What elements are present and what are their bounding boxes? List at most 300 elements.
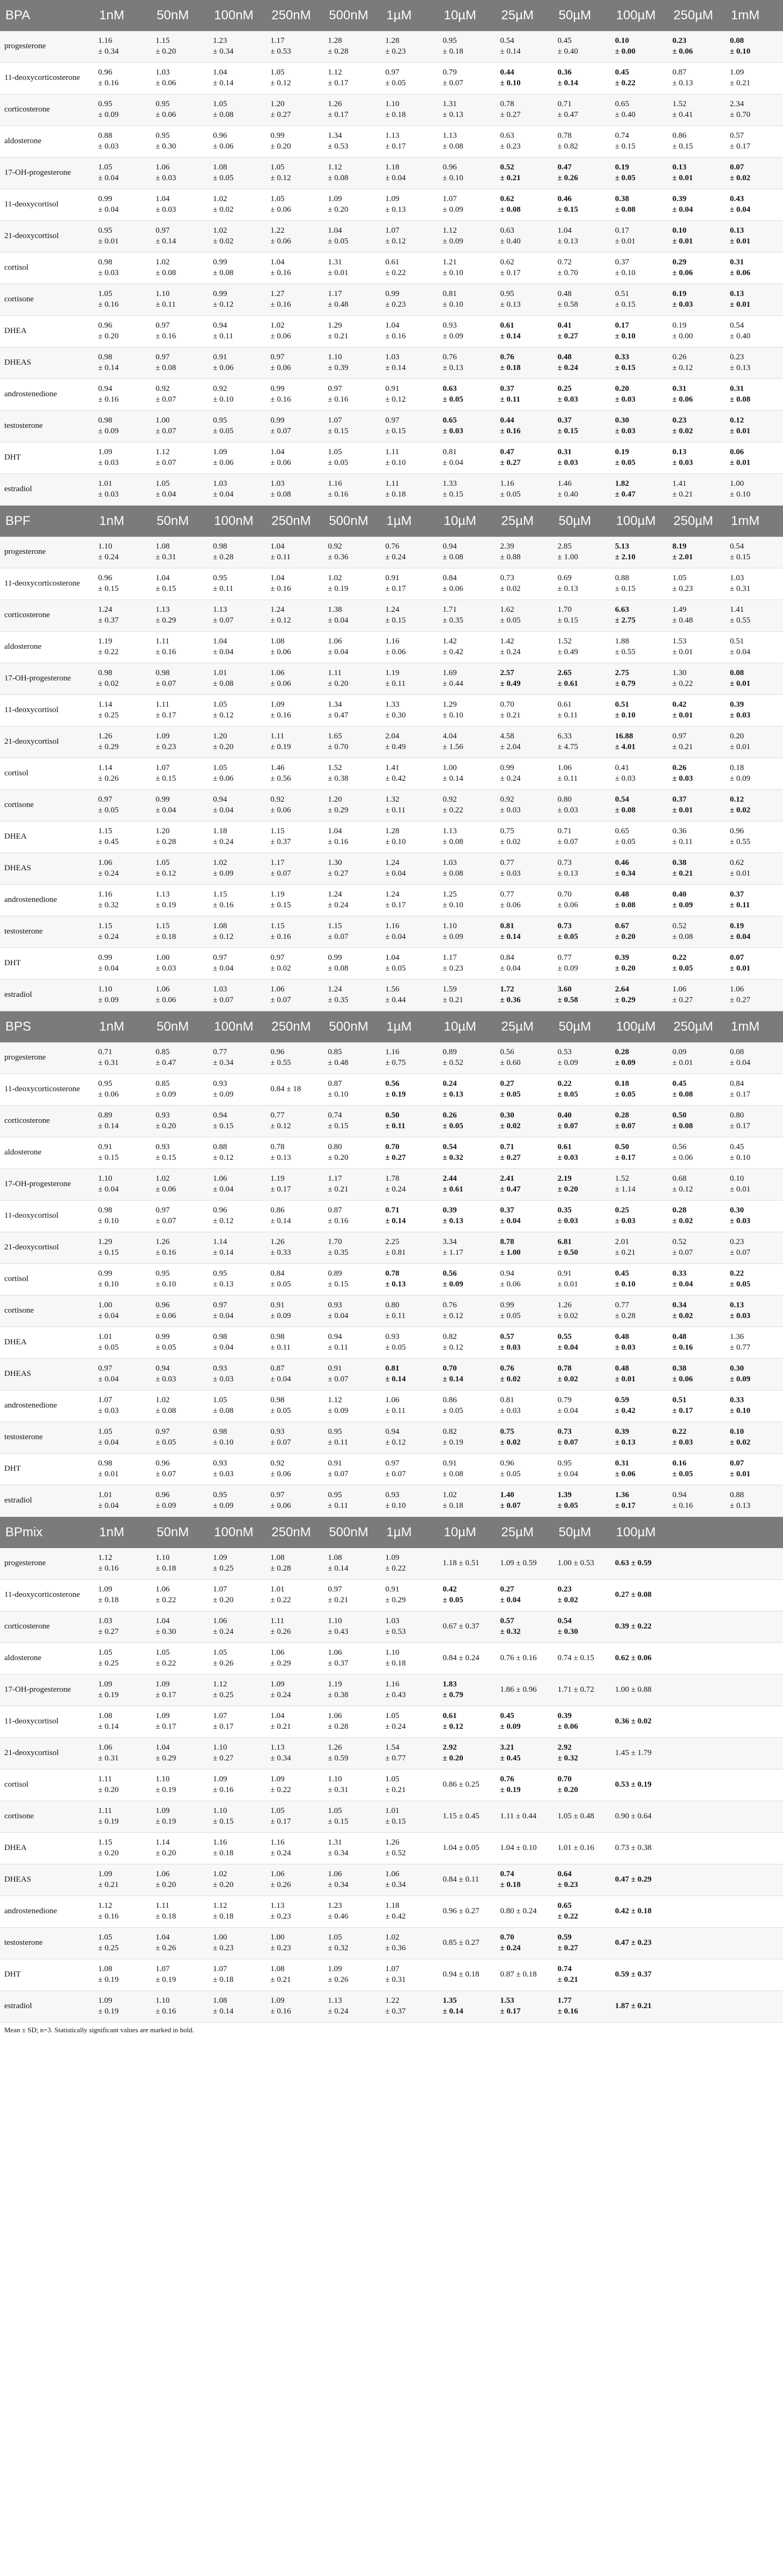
sd-value: ± 0.24 — [98, 869, 119, 878]
mean-value: 0.51 — [615, 700, 629, 709]
mean-value: 0.84 — [442, 574, 457, 583]
mean-value: 0.93 — [442, 321, 457, 330]
sd-value: ± 0.09 — [213, 869, 234, 878]
sd-value: ± 0.14 — [385, 364, 406, 372]
mean-value: 0.97 — [156, 1206, 170, 1215]
mean-value: 0.76 — [500, 1775, 514, 1784]
column-header: 1nM — [94, 0, 151, 31]
sd-value: ± 0.10 — [729, 47, 751, 56]
value-cell — [209, 1485, 266, 1517]
mean-value: 1.29 — [442, 700, 457, 709]
mean-value: 0.93 — [213, 1364, 227, 1373]
sd-value: ± 0.17 — [500, 269, 521, 277]
mean-value: 0.77 — [500, 858, 514, 868]
value-cell — [266, 379, 323, 411]
mean-value: 1.05 — [98, 1933, 113, 1942]
sd-value: ± 0.48 — [672, 616, 693, 625]
sd-value: ± 0.16 — [213, 1786, 234, 1794]
sd-value: ± 0.16 — [270, 711, 291, 720]
mean-value: 0.17 — [615, 321, 629, 330]
sd-value: ± 0.06 — [213, 458, 234, 467]
table-row — [0, 1106, 783, 1137]
mean-value: 1.06 — [270, 669, 285, 678]
value-cell — [94, 411, 151, 442]
value-cell — [209, 189, 266, 221]
mean-value: 0.92 — [500, 795, 514, 804]
mean-value: 2.92 — [442, 1743, 457, 1752]
value-cell — [726, 1327, 783, 1359]
mean-value: 0.95 — [328, 1427, 342, 1437]
mean-value: 1.20 — [213, 732, 227, 741]
value-cell — [209, 853, 266, 885]
value-cell — [209, 1106, 266, 1137]
value-cell — [151, 885, 209, 916]
sd-value: ± 0.34 — [328, 1881, 349, 1889]
mean-value: 1.09 — [213, 1775, 227, 1784]
sd-value: ± 0.00 — [672, 332, 693, 340]
section-label: BPF — [0, 506, 94, 537]
value-cell — [323, 1201, 381, 1232]
mean-value: 0.91 — [328, 1459, 342, 1468]
sd-value: ± 0.14 — [557, 79, 578, 87]
mean-value: 0.42 — [442, 1585, 457, 1594]
mean-value: 1.07 — [156, 1965, 170, 1974]
empty-cell — [726, 1738, 783, 1770]
mean-value: 3.34 — [442, 1238, 457, 1247]
value-cell — [151, 474, 209, 506]
sd-value: ± 0.19 — [270, 743, 291, 751]
mean-value: 0.84 — [500, 953, 514, 963]
mean-value: 1.10 — [98, 1174, 113, 1183]
mean-value: 0.95 — [500, 290, 514, 299]
value-cell — [266, 474, 323, 506]
mean-value: 1.24 — [98, 605, 113, 615]
sd-value: ± 0.24 — [270, 1691, 291, 1699]
sd-value: ± 0.19 — [98, 1817, 119, 1826]
steroid-name: 11-deoxycortisol — [0, 695, 94, 727]
value-cell — [323, 1232, 381, 1264]
mean-value: 1.21 — [442, 258, 457, 267]
mean-value: 0.30 — [729, 1206, 744, 1215]
sd-value: ± 0.05 — [270, 1280, 291, 1289]
sd-value: ± 0.07 — [270, 996, 291, 1004]
value-cell — [611, 1928, 668, 1959]
value-cell — [438, 347, 496, 379]
sd-value: ± 0.21 — [500, 174, 521, 182]
value-cell — [668, 727, 726, 758]
sd-value: ± 0.32 — [442, 1153, 463, 1162]
sd-value: ± 0.20 — [328, 679, 349, 688]
value-cell — [323, 1706, 381, 1738]
empty-cell — [668, 1864, 726, 1896]
steroid-name: DHT — [0, 1454, 94, 1485]
mean-value: 1.26 — [98, 732, 113, 741]
value-cell — [323, 632, 381, 663]
value-cell — [553, 1454, 611, 1485]
steroid-name: androstenedione — [0, 1896, 94, 1928]
value-cell — [553, 821, 611, 853]
value-cell — [668, 316, 726, 347]
value-cell — [94, 758, 151, 790]
value-cell — [611, 31, 668, 63]
value-cell — [611, 411, 668, 442]
value-cell — [611, 1359, 668, 1390]
mean-value: 0.44 — [500, 416, 514, 425]
sd-value: ± 0.53 — [270, 47, 291, 56]
mean-value: 0.23 — [729, 353, 744, 362]
sd-value: ± 0.15 — [557, 427, 578, 435]
mean-value: 0.94 — [213, 321, 227, 330]
sd-value: ± 0.05 — [442, 1596, 463, 1604]
value-cell — [151, 1801, 209, 1833]
value-cell — [94, 1232, 151, 1264]
sd-value: ± 0.25 — [98, 711, 119, 720]
value-cell — [611, 1643, 668, 1675]
sd-value: ± 0.28 — [328, 47, 349, 56]
mean-value: 1.08 — [270, 1965, 285, 1974]
sd-value: ± 0.10 — [98, 1217, 119, 1225]
mean-value: 0.95 — [213, 574, 227, 583]
value-cell — [266, 1959, 323, 1991]
sd-value: ± 0.20 — [98, 1786, 119, 1794]
value-cell — [381, 63, 438, 94]
mean-value: 0.79 — [442, 68, 457, 77]
empty-cell — [668, 1833, 726, 1864]
column-header: 25µM — [496, 506, 553, 537]
mean-value: 0.97 — [270, 1491, 285, 1500]
sd-value: ± 0.23 — [672, 584, 693, 593]
sd-value: ± 0.04 — [213, 490, 234, 499]
sd-value: ± 0.27 — [500, 1153, 521, 1162]
sd-value: ± 0.22 — [156, 1659, 176, 1668]
value-cell — [553, 1548, 611, 1580]
table-row — [0, 1042, 783, 1074]
table-row — [0, 853, 783, 885]
sd-value: ± 0.27 — [557, 332, 578, 340]
mean-value: 1.20 — [328, 795, 342, 804]
value-cell — [438, 411, 496, 442]
sd-value: ± 0.22 — [98, 648, 119, 656]
value-cell — [381, 316, 438, 347]
mean-value: 1.24 — [270, 605, 285, 615]
value-cell — [496, 1896, 553, 1928]
table-row — [0, 632, 783, 663]
sd-value: ± 0.48 — [328, 1058, 349, 1067]
mean-value: 0.52 — [672, 922, 687, 931]
value-cell — [381, 158, 438, 189]
steroid-name: 21-deoxycortisol — [0, 1232, 94, 1264]
mean-value: 0.22 — [729, 1269, 744, 1278]
mean-value: 1.01 — [98, 1333, 113, 1342]
sd-value: ± 0.10 — [442, 711, 463, 720]
sd-value: ± 0.03 — [98, 142, 119, 151]
value-cell — [611, 442, 668, 474]
mean-value: 1.02 — [156, 1396, 170, 1405]
value-cell — [553, 1675, 611, 1706]
sd-value: ± 0.34 — [98, 47, 119, 56]
mean-value: 0.99 — [156, 795, 170, 804]
sd-value: ± 0.42 — [385, 1912, 406, 1921]
value-cell — [381, 1169, 438, 1201]
mean-value: 1.01 — [213, 669, 227, 678]
sd-value: ± 0.13 — [672, 79, 693, 87]
mean-value: 0.96 — [156, 1301, 170, 1310]
mean-value: 1.16 — [328, 479, 342, 488]
mean-value: 0.89 — [328, 1269, 342, 1278]
mean-value: 1.03 — [213, 985, 227, 994]
value-cell — [611, 1264, 668, 1296]
mean-value: 0.78 — [557, 131, 572, 140]
value-cell — [266, 411, 323, 442]
mean-value: 0.76 — [385, 542, 400, 551]
mean-value: 0.19 — [615, 448, 629, 457]
mean-value: 1.07 — [213, 1965, 227, 1974]
sd-value: ± 0.04 — [98, 1185, 119, 1194]
sd-value: ± 0.31 — [328, 1786, 349, 1794]
mean-value: 0.48 — [615, 1364, 629, 1373]
sd-value: ± 0.34 — [385, 1881, 406, 1889]
value-cell — [94, 442, 151, 474]
value-cell — [726, 663, 783, 695]
mean-value: 0.13 — [672, 163, 687, 172]
sd-value: ± 0.16 — [156, 1248, 176, 1257]
sd-value: ± 0.05 — [500, 616, 521, 625]
value-cell — [151, 600, 209, 632]
value-cell — [611, 758, 668, 790]
sd-value: ± 0.21 — [98, 1881, 119, 1889]
sd-value: ± 0.03 — [729, 1312, 751, 1320]
mean-value: 0.94 — [442, 542, 457, 551]
sd-value: ± 0.12 — [385, 395, 406, 404]
sd-value: ± 0.13 — [442, 110, 463, 119]
value-cell — [151, 632, 209, 663]
sd-value: ± 0.21 — [328, 1185, 349, 1194]
sd-value: ± 0.02 — [557, 1375, 578, 1383]
value-cell — [381, 189, 438, 221]
mean-value: 1.09 — [270, 1996, 285, 2005]
value-cell — [323, 31, 381, 63]
sd-value: ± 0.04 — [729, 648, 751, 656]
value-cell — [381, 221, 438, 253]
mean-value: 1.27 — [270, 290, 285, 299]
sd-value: ± 0.09 — [270, 1312, 291, 1320]
sd-value: ± 0.00 — [615, 47, 636, 56]
mean-value: 0.26 — [442, 1111, 457, 1120]
mean-value: 0.91 — [557, 1269, 572, 1278]
sd-value: ± 0.03 — [213, 1470, 234, 1478]
value-cell — [668, 253, 726, 284]
sd-value: ± 0.17 — [270, 1817, 291, 1826]
sd-value: ± 0.20 — [213, 1596, 234, 1604]
mean-value: 0.93 — [213, 1459, 227, 1468]
sd-value: ± 0.19 — [328, 584, 349, 593]
column-header: 500nM — [323, 1517, 381, 1549]
value-cell — [438, 1106, 496, 1137]
sd-value: ± 0.03 — [672, 300, 693, 309]
value-cell — [323, 1074, 381, 1106]
sd-value: ± 0.05 — [615, 1090, 636, 1099]
sd-value: ± 0.15 — [615, 584, 636, 593]
mean-value: 1.08 — [98, 1965, 113, 1974]
sd-value: ± 0.05 — [442, 1122, 463, 1130]
mean-value: 0.86 ± 0.25 — [442, 1780, 479, 1789]
value-cell — [266, 1770, 323, 1801]
value-cell — [151, 1106, 209, 1137]
sd-value: ± 0.04 — [98, 964, 119, 973]
value-cell — [266, 568, 323, 600]
sd-value: ± 0.88 — [500, 553, 521, 561]
mean-value: 1.09 — [98, 1680, 113, 1689]
value-cell — [438, 1359, 496, 1390]
mean-value: 0.93 — [156, 1143, 170, 1152]
sd-value: ± 0.10 — [729, 1153, 751, 1162]
value-cell — [266, 1833, 323, 1864]
sd-value: ± 0.06 — [270, 806, 291, 815]
mean-value: 1.08 — [98, 1712, 113, 1721]
sd-value: ± 0.27 — [385, 1153, 406, 1162]
mean-value: 0.22 — [672, 1427, 687, 1437]
column-header: 1µM — [381, 1011, 438, 1043]
value-cell — [496, 442, 553, 474]
value-cell — [381, 1485, 438, 1517]
mean-value: 1.13 — [385, 131, 400, 140]
table-row — [0, 1896, 783, 1928]
sd-value: ± 0.47 — [557, 110, 578, 119]
value-cell — [323, 821, 381, 853]
value-cell — [611, 853, 668, 885]
sd-value: ± 0.04 — [98, 1312, 119, 1320]
mean-value: 0.85 — [328, 1048, 342, 1057]
mean-value: 1.15 — [270, 827, 285, 836]
sd-value: ± 0.07 — [328, 1470, 349, 1478]
table-row — [0, 1928, 783, 1959]
mean-value: 0.69 — [557, 574, 572, 583]
sd-value: ± 0.30 — [385, 711, 406, 720]
mean-value: 1.09 — [156, 732, 170, 741]
mean-value: 0.39 — [557, 1712, 572, 1721]
value-cell — [726, 1454, 783, 1485]
value-cell — [381, 1232, 438, 1264]
steroid-name: progesterone — [0, 537, 94, 568]
value-cell — [611, 1042, 668, 1074]
mean-value: 2.44 — [442, 1174, 457, 1183]
value-cell — [438, 1896, 496, 1928]
sd-value: ± 0.14 — [442, 774, 463, 783]
value-cell — [668, 1485, 726, 1517]
sd-value: ± 0.03 — [557, 806, 578, 815]
mean-value: 0.40 — [672, 890, 687, 899]
value-cell — [94, 474, 151, 506]
sd-value: ± 0.32 — [557, 1754, 578, 1763]
sd-value: ± 0.10 — [442, 901, 463, 909]
value-cell — [611, 1137, 668, 1169]
value-cell — [209, 1074, 266, 1106]
value-cell — [726, 1359, 783, 1390]
value-cell — [496, 568, 553, 600]
empty-cell — [726, 1770, 783, 1801]
mean-value: 1.26 — [385, 1838, 400, 1847]
table-row — [0, 189, 783, 221]
sd-value: ± 0.34 — [213, 47, 234, 56]
mean-value: 0.36 ± 0.02 — [615, 1717, 652, 1726]
mean-value: 1.15 — [156, 922, 170, 931]
mean-value: 1.19 — [270, 1174, 285, 1183]
sd-value: ± 2.10 — [615, 553, 636, 561]
mean-value: 0.76 — [500, 353, 514, 362]
sd-value: ± 0.15 — [156, 584, 176, 593]
steroid-name: testosterone — [0, 411, 94, 442]
column-header: 1mM — [726, 506, 783, 537]
value-cell — [668, 1232, 726, 1264]
mean-value: 1.28 — [385, 827, 400, 836]
mean-value: 1.17 — [270, 36, 285, 46]
value-cell — [151, 1454, 209, 1485]
value-cell — [94, 284, 151, 316]
value-cell — [209, 1232, 266, 1264]
sd-value: ± 0.02 — [557, 1312, 578, 1320]
value-cell — [553, 568, 611, 600]
value-cell — [438, 600, 496, 632]
sd-value: ± 1.00 — [557, 553, 578, 561]
mean-value: 0.78 — [270, 1143, 285, 1152]
sd-value: ± 0.18 — [442, 47, 463, 56]
mean-value: 0.91 — [385, 574, 400, 583]
sd-value: ± 0.07 — [328, 932, 349, 941]
sd-value: ± 0.13 — [729, 1501, 751, 1510]
value-cell — [496, 916, 553, 948]
mean-value: 0.16 — [672, 1459, 687, 1468]
value-cell — [668, 663, 726, 695]
sd-value: ± 0.07 — [270, 869, 291, 878]
sd-value: ± 0.10 — [615, 332, 636, 340]
mean-value: 0.45 — [672, 1079, 687, 1089]
sd-value: ± 0.07 — [328, 1375, 349, 1383]
sd-value: ± 0.12 — [385, 1438, 406, 1447]
sd-value: ± 0.21 — [672, 869, 693, 878]
mean-value: 0.63 ± 0.59 — [615, 1559, 652, 1568]
mean-value: 0.93 — [385, 1491, 400, 1500]
value-cell — [94, 189, 151, 221]
sd-value: ± 0.04 — [729, 1058, 751, 1067]
sd-value: ± 0.21 — [442, 996, 463, 1004]
mean-value: 0.90 ± 0.64 — [615, 1812, 652, 1821]
sd-value: ± 0.14 — [385, 1375, 406, 1383]
sd-value: ± 0.14 — [442, 2007, 463, 2016]
sd-value: ± 0.03 — [156, 964, 176, 973]
value-cell — [553, 853, 611, 885]
mean-value: 1.10 — [328, 353, 342, 362]
value-cell — [381, 1390, 438, 1422]
mean-value: 0.80 — [328, 1143, 342, 1152]
value-cell — [266, 1548, 323, 1580]
table-row — [0, 758, 783, 790]
sd-value: ± 0.05 — [442, 1407, 463, 1415]
steroid-name: progesterone — [0, 1042, 94, 1074]
value-cell — [151, 1137, 209, 1169]
sd-value: ± 0.18 — [156, 1564, 176, 1573]
mean-value: 1.12 — [98, 1901, 113, 1911]
steroid-name: 11-deoxycortisol — [0, 189, 94, 221]
sd-value: ± 0.08 — [672, 1122, 693, 1130]
mean-value: 0.74 — [615, 131, 629, 140]
sd-value: ± 0.06 — [270, 648, 291, 656]
sd-value: ± 0.17 — [385, 901, 406, 909]
steroid-name: androstenedione — [0, 379, 94, 411]
mean-value: 0.94 — [385, 1427, 400, 1437]
sd-value: ± 0.34 — [270, 1754, 291, 1763]
value-cell — [553, 600, 611, 632]
mean-value: 0.96 ± 0.27 — [442, 1907, 479, 1916]
